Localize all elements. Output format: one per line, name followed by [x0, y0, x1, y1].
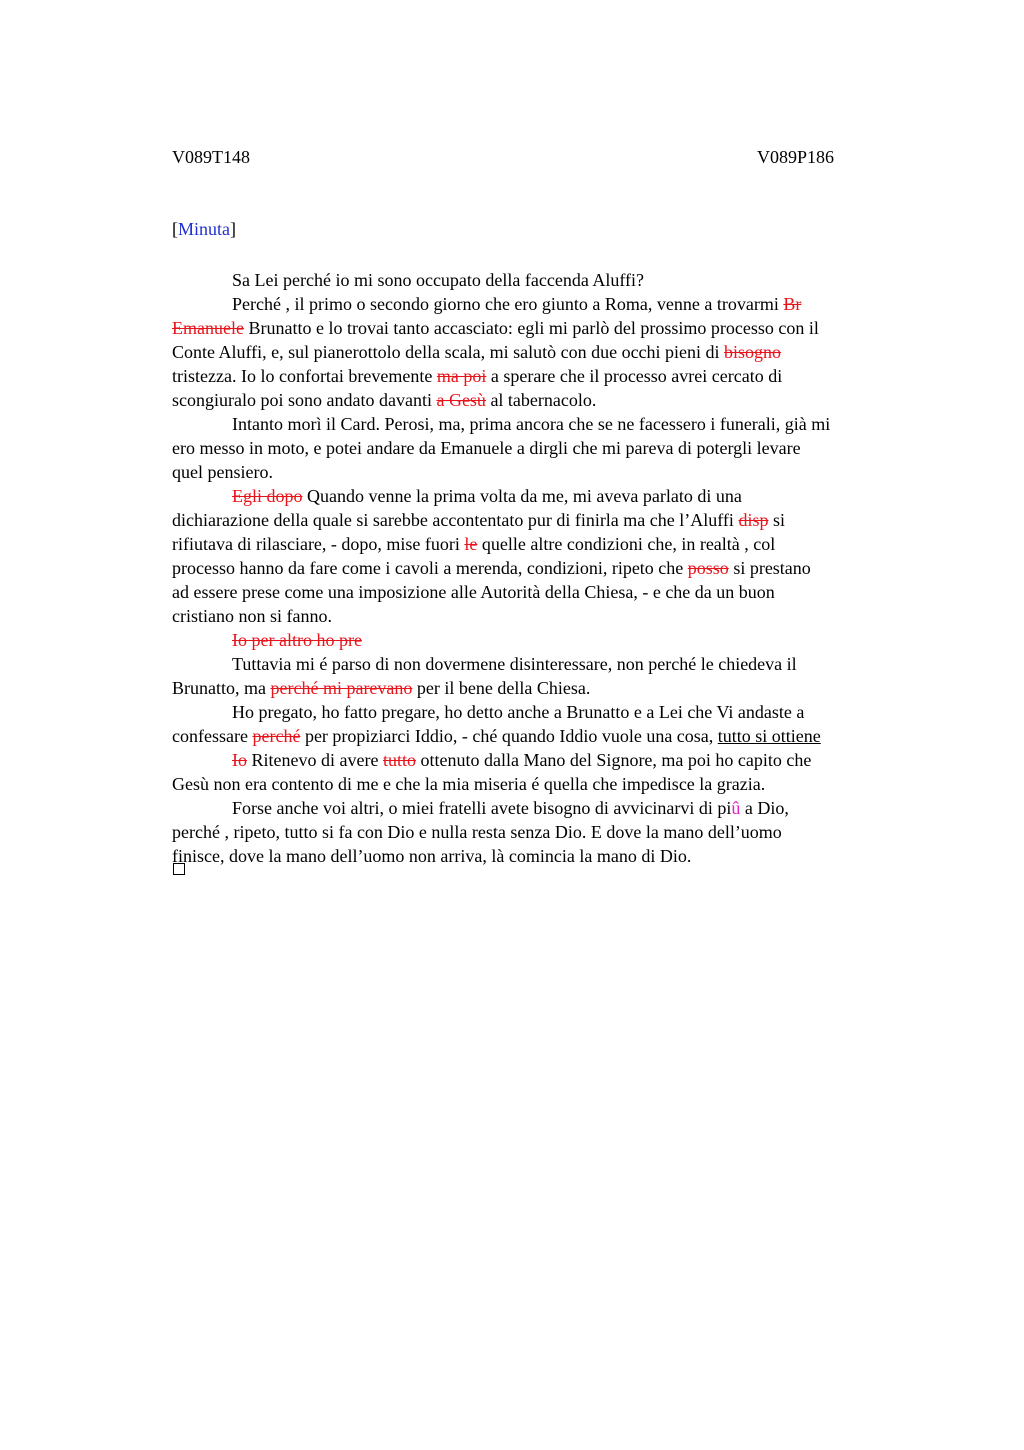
text-line: [172, 604, 922, 628]
text-line: [172, 628, 922, 652]
bracket-close: ]: [230, 219, 236, 239]
deleted-text: perché: [252, 726, 301, 746]
text-segment: Brunatto, ma: [172, 678, 271, 698]
text-segment: per il bene della Chiesa.: [412, 678, 591, 698]
text-line: [172, 532, 922, 556]
text-segment: Perché , il primo o secondo giorno che ero giunto a Roma, venne a trovarmi: [232, 294, 784, 314]
text-segment: confessare: [172, 726, 253, 746]
text-segment: processo hanno da fare come i cavoli a merenda, condizioni, ripeto che: [172, 558, 688, 578]
bracket-open: [: [172, 219, 178, 239]
text-segment: Gesù non era contento di me e che la mia miseria é quella che impedisce la grazia.: [172, 774, 766, 794]
highlighted-char: û: [731, 798, 741, 818]
text-segment: Conte Aluffi, e, sul pianerottolo della scala, mi salutò con due occhi pieni di: [172, 342, 725, 362]
text-line: [172, 580, 922, 604]
text-line: [172, 652, 922, 676]
deleted-text: a Gesù: [436, 390, 486, 410]
text-segment: ottenuto dalla Mano del Signore, ma poi ho capito che: [415, 750, 812, 770]
text-line: [172, 844, 922, 868]
text-line: [172, 796, 922, 820]
text-segment: ero messo in moto, e potei andare da Emanuele a dirgli che mi pareva di potergli levare: [172, 438, 801, 458]
doc-code-right: V089P186: [757, 147, 835, 167]
text-line: [172, 748, 922, 772]
text-segment: Quando venne la prima volta da me, mi aveva parlato di una: [302, 486, 742, 506]
deleted-text: disp: [738, 510, 769, 530]
text-line: [172, 436, 922, 460]
deleted-text: Io per altro ho pre: [232, 630, 362, 650]
text-line: [172, 460, 922, 484]
text-segment: al tabernacolo.: [485, 390, 597, 410]
text-line: [172, 508, 922, 532]
deleted-text: bisogno: [724, 342, 782, 362]
text-line: [172, 820, 922, 844]
text-segment: tristezza. Io lo confortai brevemente: [172, 366, 437, 386]
text-line: [172, 292, 922, 316]
text-segment: Brunatto e lo trovai tanto accasciato: egli mi parlò del prossimo processo con il: [243, 318, 819, 338]
text-line: [172, 484, 922, 508]
text-line: [172, 772, 922, 796]
minuta-text: Minuta: [178, 219, 230, 239]
text-segment: quelle altre condizioni che, in realtà , col: [477, 534, 776, 554]
text-line: [172, 700, 922, 724]
deleted-text: posso: [687, 558, 729, 578]
text-segment: rifiutava di rilasciare, - dopo, mise fuori: [172, 534, 465, 554]
text-line: [172, 724, 922, 748]
text-segment: per propiziarci Iddio, - ché quando Iddio vuole una cosa,: [300, 726, 718, 746]
minuta-label: [172, 219, 236, 240]
text-segment: Intanto morì il Card. Perosi, ma, prima ancora che se ne facessero i funerali, già mi: [232, 414, 831, 434]
text-segment: finisce, dove la mano dell’uomo non arriva, là comincia la mano di Dio.: [172, 846, 692, 866]
text-segment: Tuttavia mi é parso di non dovermene disinteressare, non perché le chiedeva il: [232, 654, 797, 674]
text-segment: Forse anche voi altri, o miei fratelli avete bisogno di avvicinarvi di pi: [232, 798, 732, 818]
text-line: [172, 556, 922, 580]
text-segment: Ho pregato, ho fatto pregare, ho detto anche a Brunatto e a Lei che Vi andaste a: [232, 702, 805, 722]
deleted-text: Br: [783, 294, 802, 314]
text-line: [172, 364, 922, 388]
end-square-icon: [173, 863, 185, 875]
letter-body: [172, 268, 922, 868]
deleted-text: Io: [232, 750, 247, 770]
text-line: [172, 388, 922, 412]
deleted-text: Emanuele: [172, 318, 244, 338]
text-segment: a Dio,: [740, 798, 789, 818]
text-line: [172, 412, 922, 436]
underlined-text: tutto si ottiene: [717, 726, 821, 746]
text-segment: ad essere prese come una imposizione alle Autorità della Chiesa, - e che da un buon: [172, 582, 775, 602]
text-line: [172, 340, 922, 364]
text-segment: scongiuralo poi sono andato davanti: [172, 390, 437, 410]
doc-code-left: V089T148: [172, 147, 250, 167]
deleted-text: perché mi parevano: [270, 678, 413, 698]
text-segment: Sa Lei perché io mi sono occupato della faccenda Aluffi?: [232, 270, 645, 290]
text-segment: si prestano: [728, 558, 811, 578]
text-segment: Ritenevo di avere: [247, 750, 383, 770]
text-line: [172, 316, 922, 340]
deleted-text: tutto: [382, 750, 416, 770]
text-segment: dichiarazione della quale si sarebbe accontentato pur di finirla ma che l’Aluffi: [172, 510, 739, 530]
text-segment: a sperare che il processo avrei cercato di: [486, 366, 783, 386]
text-segment: si: [768, 510, 785, 530]
text-segment: cristiano non si fanno.: [172, 606, 332, 626]
text-segment: quel pensiero.: [172, 462, 273, 482]
text-segment: perché , ripeto, tutto si fa con Dio e nulla resta senza Dio. E dove la mano dell’uomo: [172, 822, 782, 842]
text-line: [172, 268, 922, 292]
text-line: [172, 676, 922, 700]
deleted-text: Egli dopo: [232, 486, 303, 506]
deleted-text: ma poi: [436, 366, 487, 386]
deleted-text: le: [464, 534, 478, 554]
